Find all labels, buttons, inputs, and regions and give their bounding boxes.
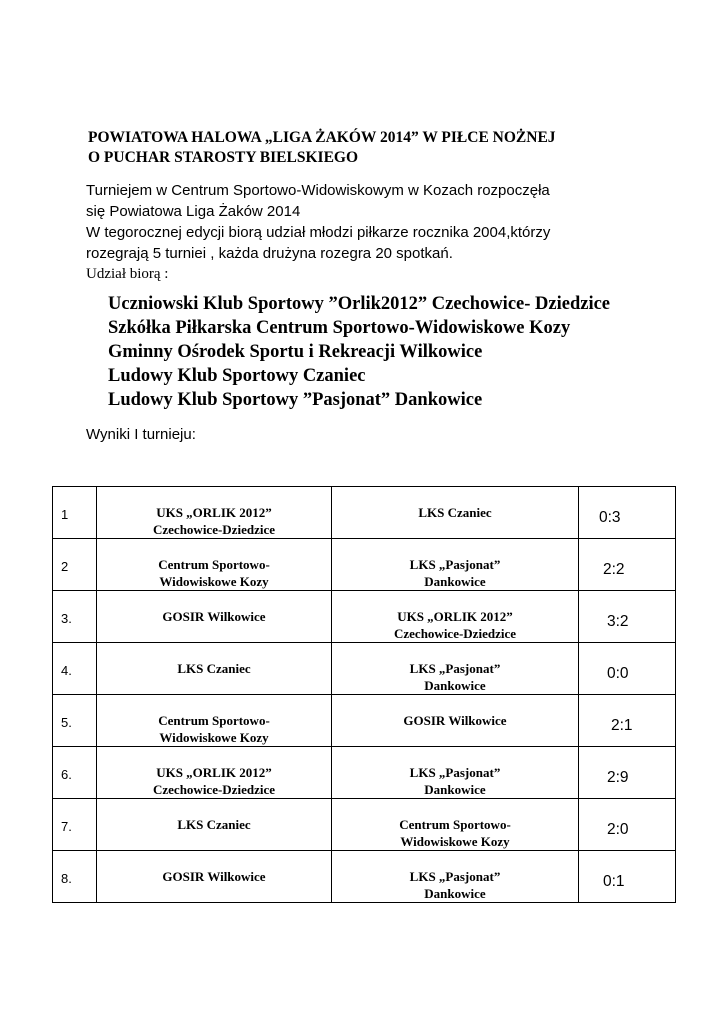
team-name-line: LKS „Pasjonat” xyxy=(409,765,501,780)
team-name-line: Widowiskowe Kozy xyxy=(159,574,269,589)
team-name xyxy=(332,643,578,694)
score-cell xyxy=(579,487,676,539)
team-name-line: UKS „ORLIK 2012” xyxy=(156,765,272,780)
team-name xyxy=(332,747,578,798)
match-row xyxy=(53,591,676,643)
match-number: 8. xyxy=(53,851,97,903)
score-cell xyxy=(579,747,676,799)
intro-line: się Powiatowa Liga Żaków 2014 xyxy=(86,203,301,220)
team-name-line: GOSIR Wilkowice xyxy=(403,713,507,728)
home-team-cell xyxy=(97,695,332,747)
score-cell xyxy=(579,799,676,851)
score-cell xyxy=(579,591,676,643)
participants-label: Udział biorą : xyxy=(86,266,169,282)
team-name xyxy=(332,851,578,902)
team-name xyxy=(332,487,578,521)
team-name xyxy=(97,747,331,798)
match-number: 6. xyxy=(53,747,97,799)
club-name: Uczniowski Klub Sportowy ”Orlik2012” Czechowice- Dziedzice xyxy=(108,294,611,314)
away-team-cell xyxy=(332,695,579,747)
intro-line: W tegorocznej edycji biorą udział młodzi piłkarze rocznika 2004,którzy xyxy=(86,224,551,241)
match-score: 3:2 xyxy=(607,613,629,630)
away-team-cell xyxy=(332,487,579,539)
match-number: 3. xyxy=(53,591,97,643)
team-name xyxy=(97,695,331,746)
home-team-cell xyxy=(97,539,332,591)
club-name: Ludowy Klub Sportowy Czaniec xyxy=(108,366,366,386)
club-list xyxy=(108,292,610,412)
score-cell xyxy=(579,851,676,903)
team-name-line: Widowiskowe Kozy xyxy=(400,834,510,849)
team-name-line: LKS „Pasjonat” xyxy=(409,869,501,884)
intro-line: rozegrają 5 turniei , każda drużyna rozegra 20 spotkań. xyxy=(86,245,453,262)
match-row xyxy=(53,539,676,591)
results-table xyxy=(52,486,676,903)
results-table-body xyxy=(53,487,676,903)
title-line: POWIATOWA HALOWA „LIGA ŻAKÓW 2014” W PIŁCE NOŻNEJ xyxy=(88,129,556,146)
team-name-line: Czechowice-Dziedzice xyxy=(153,522,275,537)
team-name-line: UKS „ORLIK 2012” xyxy=(156,505,272,520)
team-name xyxy=(97,643,331,677)
intro-line: Turniejem w Centrum Sportowo-Widowiskowym w Kozach rozpoczęła xyxy=(86,182,550,199)
results-heading: Wyniki I turnieju: xyxy=(86,426,196,443)
match-row xyxy=(53,799,676,851)
team-name xyxy=(97,539,331,590)
document-title xyxy=(88,128,556,168)
team-name-line: Centrum Sportowo- xyxy=(158,713,270,728)
match-number: 7. xyxy=(53,799,97,851)
team-name-line: LKS Czaniec xyxy=(177,817,251,832)
home-team-cell xyxy=(97,799,332,851)
score-cell xyxy=(579,539,676,591)
team-name xyxy=(97,851,331,885)
match-score: 0:1 xyxy=(603,873,625,890)
away-team-cell xyxy=(332,851,579,903)
score-cell xyxy=(579,695,676,747)
team-name-line: Czechowice-Dziedzice xyxy=(394,626,516,641)
match-score: 2:0 xyxy=(607,821,629,838)
team-name-line: Centrum Sportowo- xyxy=(399,817,511,832)
match-score: 0:0 xyxy=(607,665,629,682)
away-team-cell xyxy=(332,747,579,799)
team-name-line: Czechowice-Dziedzice xyxy=(153,782,275,797)
team-name-line: LKS Czaniec xyxy=(418,505,492,520)
match-row xyxy=(53,695,676,747)
match-score: 2:9 xyxy=(607,769,629,786)
score-cell xyxy=(579,643,676,695)
home-team-cell xyxy=(97,851,332,903)
match-number: 1 xyxy=(53,487,97,539)
team-name-line: Dankowice xyxy=(424,678,486,693)
match-row xyxy=(53,851,676,903)
team-name-line: Dankowice xyxy=(424,782,486,797)
club-name: Gminny Ośrodek Sportu i Rekreacji Wilkowice xyxy=(108,342,483,362)
home-team-cell xyxy=(97,747,332,799)
match-score: 2:2 xyxy=(603,561,625,578)
team-name-line: Centrum Sportowo- xyxy=(158,557,270,572)
team-name-line: LKS „Pasjonat” xyxy=(409,661,501,676)
team-name-line: LKS Czaniec xyxy=(177,661,251,676)
team-name xyxy=(97,799,331,833)
club-name: Ludowy Klub Sportowy ”Pasjonat” Dankowice xyxy=(108,390,483,410)
team-name-line: UKS „ORLIK 2012” xyxy=(397,609,513,624)
team-name-line: Widowiskowe Kozy xyxy=(159,730,269,745)
match-row xyxy=(53,747,676,799)
away-team-cell xyxy=(332,643,579,695)
title-line: O PUCHAR STAROSTY BIELSKIEGO xyxy=(88,149,359,166)
intro-paragraph xyxy=(86,180,646,285)
club-name: Szkółka Piłkarska Centrum Sportowo-Widowiskowe Kozy xyxy=(108,318,571,338)
team-name xyxy=(332,591,578,642)
match-score: 2:1 xyxy=(611,717,633,734)
away-team-cell xyxy=(332,591,579,643)
team-name xyxy=(97,591,331,625)
team-name-line: Dankowice xyxy=(424,886,486,901)
team-name xyxy=(332,799,578,850)
team-name xyxy=(332,695,578,729)
home-team-cell xyxy=(97,591,332,643)
team-name-line: Dankowice xyxy=(424,574,486,589)
match-row xyxy=(53,643,676,695)
match-number: 5. xyxy=(53,695,97,747)
home-team-cell xyxy=(97,643,332,695)
away-team-cell xyxy=(332,799,579,851)
team-name xyxy=(332,539,578,590)
team-name-line: GOSIR Wilkowice xyxy=(162,869,266,884)
home-team-cell xyxy=(97,487,332,539)
match-row xyxy=(53,487,676,539)
team-name xyxy=(97,487,331,538)
team-name-line: GOSIR Wilkowice xyxy=(162,609,266,624)
away-team-cell xyxy=(332,539,579,591)
match-number: 4. xyxy=(53,643,97,695)
match-number: 2 xyxy=(53,539,97,591)
match-score: 0:3 xyxy=(599,509,621,526)
team-name-line: LKS „Pasjonat” xyxy=(409,557,501,572)
